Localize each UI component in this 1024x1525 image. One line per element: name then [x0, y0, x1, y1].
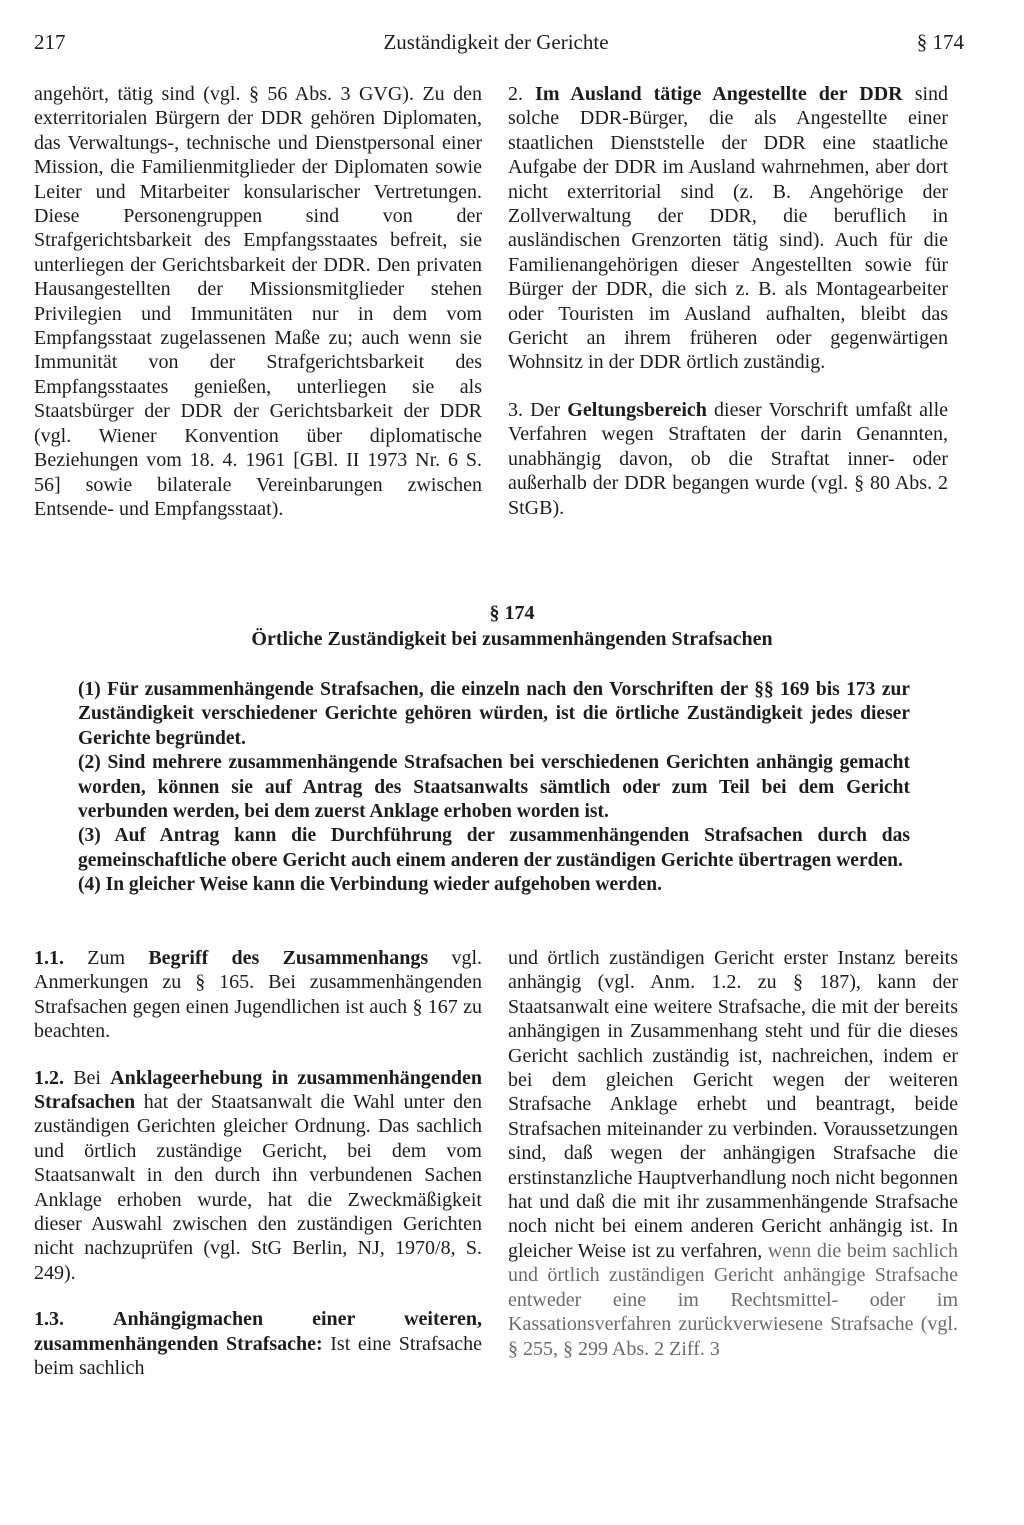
- bottom-right-column: [508, 946, 958, 1361]
- note-1-1: 1.1. Zum Begriff des Zusammenhangs vgl. Anmerkungen zu § 165. Bei zusammenhängenden Strafsachen gegen einen Jugendlichen ist auch § 167 zu beachten.: [34, 947, 483, 1043]
- faded-text: wenn die beim sachlich und örtlich zuständigen Gericht anhängige Strafsache entweder eine im Rechtsmittel- oder im Kassationsverfahren zurückverwiesene Strafsache (vgl. § 255, § 299 Abs. 2 Ziff. 3: [508, 1239, 959, 1360]
- top-right-column: [508, 82, 948, 520]
- note-heading: Geltungsbereich: [567, 398, 707, 421]
- section-number: § 174: [489, 602, 535, 624]
- continued-paragraph: und örtlich zuständigen Gericht erster Instanz bereits anhängig (vgl. Anm. 1.2. zu § 187), kann der Staatsanwalt eine weitere Strafsache, die mit der bereits anhängigen in Zusammenhang steht und für die dieses Gericht sachlich zuständig ist, nachreichen, indem er bei dem gleichen Gericht wegen der weiteren Strafsache Anklage erhebt und beantragt, beide Strafsachen miteinander zu verbinden. Voraussetzungen sind, daß wegen der anhängigen Strafsache die erstinstanzliche Hauptverhandlung noch nicht begonnen hat und daß die mit ihr zusammenhängende Strafsache noch nicht bei einem anderen Gericht anhängig ist. In gleicher Weise ist zu verfahren, wenn die beim sachlich und örtlich zuständigen Gericht anhängige Strafsache entweder eine im Rechtsmittel- oder im Kassationsverfahren zurückverwiesene Strafsache (vgl. § 255, § 299 Abs. 2 Ziff. 3: [508, 947, 959, 1360]
- statute-paragraph: (2) Sind mehrere zusammenhängende Strafsachen bei verschiedenen Gerichten anhängig gemacht worden, können sie auf Antrag des Staatsanwalts sämtlich oder zum Teil bei dem Gericht verbunden werden, bei dem zuerst Anklage erhoben worden ist.: [78, 752, 910, 823]
- paragraph: angehört, tätig sind (vgl. § 56 Abs. 3 GVG). Zu den exterritorialen Bürgern der DDR gehören Diplomaten, das Verwaltungs-, technische und Dienstpersonal einer Mission, die Familienmitglieder der Diplomaten sowie Leiter und Mitarbeiter konsularischer Vertretungen. Diese Personengruppen sind von der Strafgerichtsbarkeit des Empfangsstaates befreit, sie unterliegen der Gerichtsbarkeit der DDR. Den privaten Hausangestellten der Missionsmitglieder stehen Privilegien und Immunitäten nur in dem vom Empfangsstaat zugelassenen Maße zu; auch wenn sie Immunität von der Strafgerichtsbarkeit des Empfangsstaates genießen, unterliegen sie als Staatsbürger der DDR der Gerichtsbarkeit der DDR (vgl. Wiener Konvention über diplomatische Beziehungen vom 18. 4. 1961 [GBl. II 1973 Nr. 6 S. 56] sowie bilaterale Vereinbarungen zwischen Entsende- und Empfangsstaat).: [34, 83, 482, 520]
- running-title: Zuständigkeit der Gerichte: [383, 30, 609, 54]
- statute-text: [78, 678, 910, 898]
- page-header: [28, 28, 964, 58]
- bottom-left-column: [34, 946, 482, 1381]
- note-2: 2. Im Ausland tätige Angestellte der DDR sind solche DDR-Bürger, die als Angestellte einer staatlichen Dienststelle der DDR eine staatliche Aufgabe der DDR im Ausland wahrnehmen, aber dort nicht exterritorial sind (z. B. Angehörige der Zollverwaltung der DDR, die beruflich in ausländischen Grenzorten tätig sind). Auch für die Familienangehörigen dieser Angestellten sowie für Bürger der DDR, die sich z. B. als Montagearbeiter oder Touristen im Ausland aufhalten, bleibt das Gericht an ihrem früheren oder gegenwärtigen Wohnsitz in der DDR örtlich zuständig.: [508, 83, 949, 374]
- section-marker: § 174: [916, 30, 964, 54]
- statute-paragraph: (4) In gleicher Weise kann die Verbindung wieder aufgehoben werden.: [78, 874, 662, 896]
- section-title: Örtliche Zuständigkeit bei zusammenhängenden Strafsachen: [251, 628, 773, 650]
- note-heading: Begriff des Zusammenhangs: [148, 947, 429, 969]
- note-heading: Anklageerhebung in zusammenhängenden Strafsachen: [34, 1066, 482, 1114]
- statute-paragraph: (3) Auf Antrag kann die Durchführung der zusammenhängenden Strafsachen durch das gemeinschaftliche obere Gericht auch einem anderen der zuständigen Gerichte übertragen werden.: [78, 825, 910, 871]
- note-1-3: 1.3. Anhängigmachen einer weiteren, zusammenhängenden Strafsache: Ist eine Strafsache beim sachlich: [34, 1308, 482, 1380]
- note-heading: Anhängigmachen einer weiteren, zusammenhängenden Strafsache:: [34, 1308, 482, 1355]
- statute-paragraph: (1) Für zusammenhängende Strafsachen, die einzeln nach den Vorschriften der §§ 169 bis 173 zur Zuständigkeit verschiedener Gerichte gehören würden, ist die örtliche Zuständigkeit jedes dieser Gerichte begründet.: [78, 679, 910, 749]
- note-1-2: 1.2. Bei Anklageerhebung in zusammenhängenden Strafsachen hat der Staatsanwalt die Wahl unter den zuständigen Gerichten gleicher Ordnung. Das sachlich und örtlich zuständige Gericht, bei dem vom Staatsanwalt in den durch ihn verbundenen Sachen Anklage erhoben wurde, hat die Zweckmäßigkeit dieser Auswahl zwischen den zuständigen Gerichten nicht nachzuprüfen (vgl. StG Berlin, NJ, 1970/8, S. 249).: [34, 1066, 483, 1284]
- note-heading: Im Ausland tätige Angestellte der DDR: [535, 83, 903, 105]
- note-3: 3. Der Geltungsbereich dieser Vorschrift umfaßt alle Verfahren wegen Straftaten der darin Genannten, unabhängig davon, ob die Straftat inner- oder außerhalb der DDR begangen wurde (vgl. § 80 Abs. 2 StGB).: [508, 398, 948, 519]
- top-left-column: [34, 82, 482, 521]
- page-number: 217: [34, 30, 66, 54]
